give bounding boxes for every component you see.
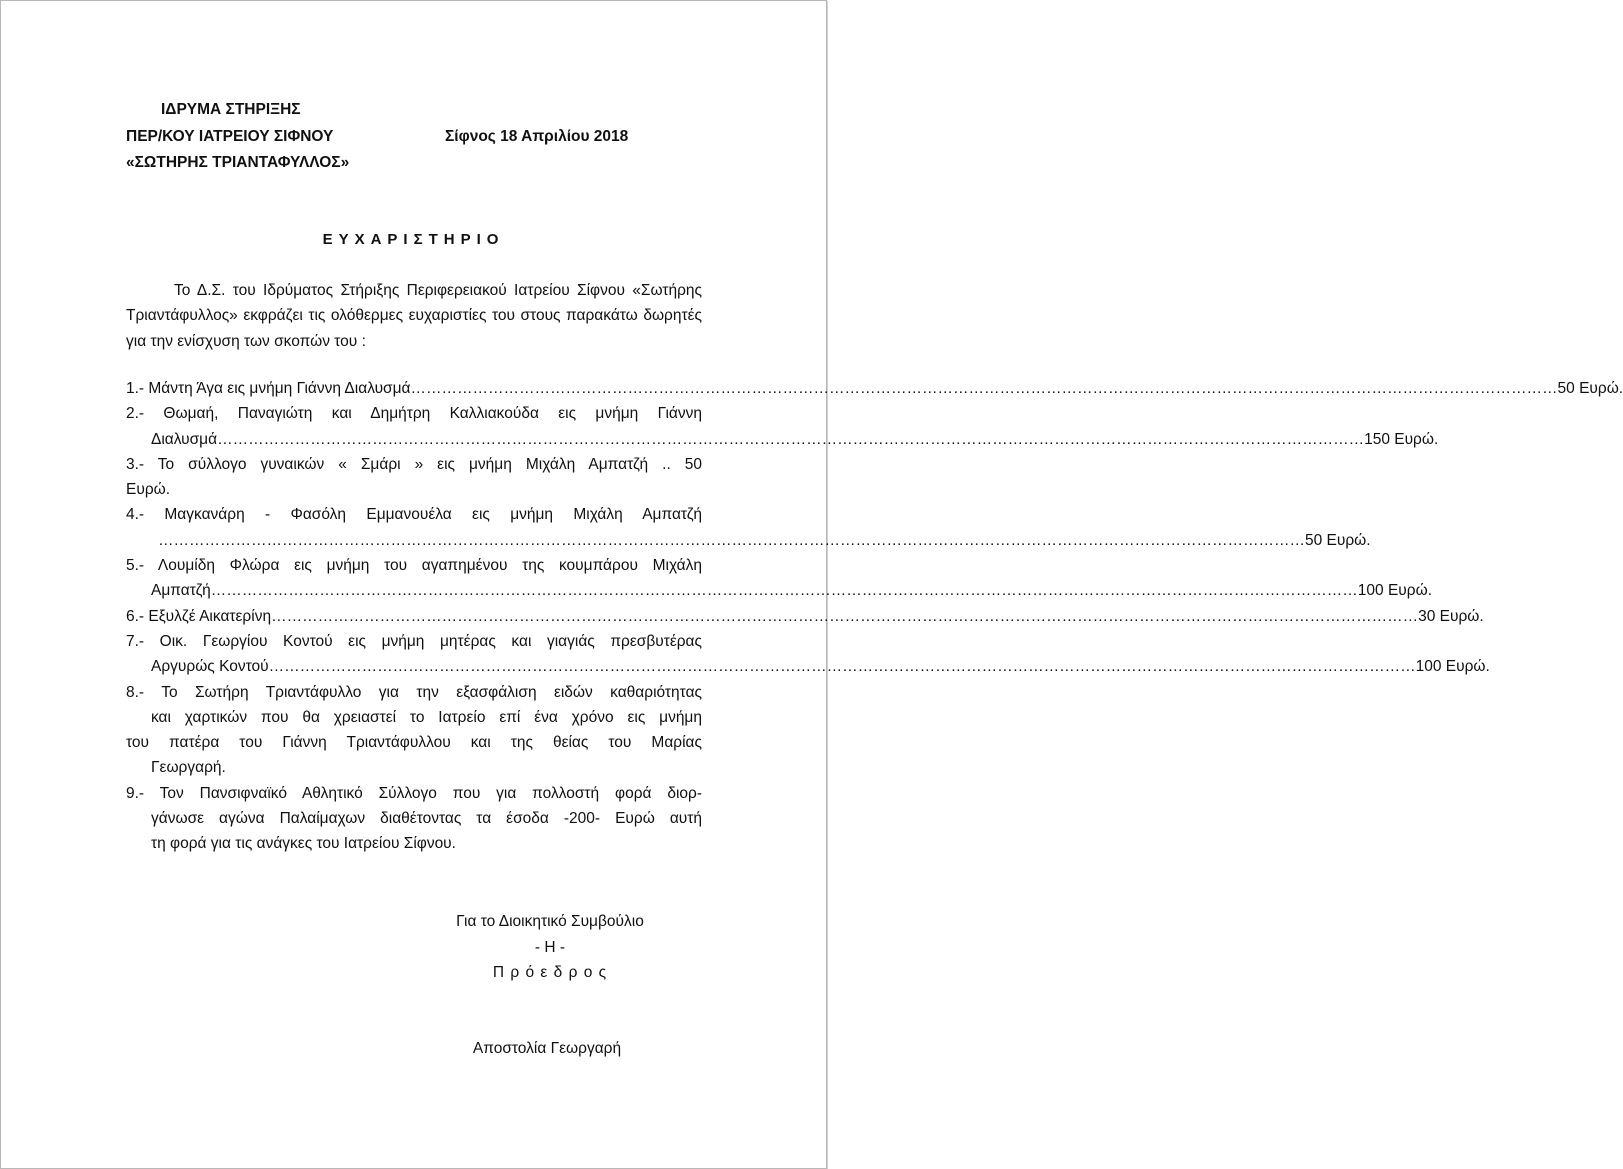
donation-3-line2: Ευρώ. [126, 481, 171, 499]
donation-list [126, 376, 1623, 857]
donation-8-line1: 8.- Το Σωτήρη Τριαντάφυλλο για την εξασφάλιση ειδών καθαριότητας [126, 683, 702, 701]
donation-9-line3: τη φορά για τις ανάγκες του Ιατρείου Σίφνου. [151, 835, 456, 853]
list-item [126, 427, 1439, 452]
donation-3-line1: 3.- Το σύλλογο γυναικών « Σμάρι » εις μνήμη Μιχάλη Αμπατζή .. 50 [126, 455, 702, 473]
signature-article: - Η - [534, 939, 566, 956]
donation-5-line2: Αμπατζή [151, 582, 211, 600]
donation-4-line1: 4.- Μαγκανάρη - Φασόλη Εμμανουέλα εις μνήμη Μιχάλη Αμπατζή [126, 506, 702, 524]
donation-8-line2: και χαρτικών που θα χρειαστεί το Ιατρείο επί ένα χρόνο εις μνήμη [151, 708, 702, 726]
org-name-line1: ΙΔΡΥΜΑ ΣΤΗΡΙΞΗΣ [161, 101, 301, 118]
donation-6-text: 6.- Εξυλζέ Αικατερίνη [126, 607, 272, 625]
donation-5-amount: 100 Ευρώ. [1357, 582, 1433, 600]
donation-2-amount: 150 Ευρώ. [1364, 430, 1439, 448]
donation-8-line3: του πατέρα του Γιάννη Τριαντάφυλλου και της θείας του Μαρίας [126, 734, 702, 752]
dot-leader: …………………………………………………………………………………………………………………………………………………………………………………………………… [158, 531, 1305, 549]
donation-7-line1: 7.- Οικ. Γεωργίου Κοντού εις μνήμη μητέρας και γιαγιάς πρεσβυτέρας [126, 632, 702, 650]
dot-leader: …………………………………………………………………………………………………………………………………………………………………………………………………… [271, 607, 1419, 625]
donation-9-line1: 9.- Τον Πανσιφναϊκό Αθλητικό Σύλλογο που για πολλοστή φορά διορ- [126, 784, 702, 802]
dot-leader: …………………………………………………………………………………………………………………………………………………………………………………………………… [210, 582, 1358, 600]
donation-7-line2: Αργυρώς Κοντού [151, 658, 269, 676]
signature-for-board: Για το Διοικητικό Συμβούλιο [456, 913, 644, 930]
list-item [126, 654, 1490, 679]
signature-role: Π ρ ό ε δ ρ ο ς [492, 964, 608, 981]
dot-leader: …………………………………………………………………………………………………………………………………………………………………………………………………… [268, 658, 1416, 676]
donation-1-amount: 50 Ευρώ. [1557, 380, 1623, 397]
list-item [126, 528, 1371, 553]
donation-5-line1: 5.- Λουμίδη Φλώρα εις μνήμη του αγαπημένου της κουμπάρου Μιχάλη [126, 557, 702, 575]
donation-2-line2: Διαλυσμά [151, 430, 218, 448]
list-item [126, 604, 1484, 629]
donation-9-line2: γάνωσε αγώνα Παλαίμαχων διαθέτοντας τα έσοδα -200- Ευρώ αυτή [151, 810, 702, 828]
donation-1-text: 1.- Μάντη Άγα εις μνήμη Γιάννη Διαλυσμά [126, 380, 411, 397]
dot-leader: …………………………………………………………………………………………………………………………………………………………………………………………………… [410, 380, 1558, 397]
donation-4-amount: 50 Ευρώ. [1305, 531, 1371, 549]
org-name-line2: ΠΕΡ/ΚΟΥ ΙΑΤΡΕΙΟΥ ΣΙΦΝΟΥ [126, 128, 334, 145]
document-date: Σίφνος 18 Απριλίου 2018 [445, 128, 629, 145]
donation-2-line1: 2.- Θωμαή, Παναγιώτη και Δημήτρη Καλλιακούδα εις μνήμη Γιάννη [126, 405, 702, 423]
document-title: ΕΥΧΑΡΙΣΤΗΡΙΟ [322, 231, 505, 248]
intro-paragraph: Το Δ.Σ. του Ιδρύματος Στήριξης Περιφερειακού Ιατρείου Σίφνου «Σωτήρης Τριαντάφυλλος» εκφράζει τις ολόθερμες ευχαριστίες του στους παρακάτω δωρητές για την ενίσχυση των σκοπών του : [126, 282, 702, 350]
donation-6-amount: 30 Ευρώ. [1418, 607, 1484, 625]
signature-name: Αποστολία Γεωργαρή [472, 1040, 622, 1057]
list-item [126, 376, 1623, 401]
donation-7-amount: 100 Ευρώ. [1415, 658, 1490, 676]
donation-8-line4: Γεωργαρή. [151, 759, 226, 777]
org-name-line3: «ΣΩΤΗΡΗΣ ΤΡΙΑΝΤΑΦΥΛΛΟΣ» [126, 154, 350, 171]
dot-leader: …………………………………………………………………………………………………………………………………………………………………………………………………… [217, 430, 1365, 448]
list-item [126, 578, 1433, 603]
